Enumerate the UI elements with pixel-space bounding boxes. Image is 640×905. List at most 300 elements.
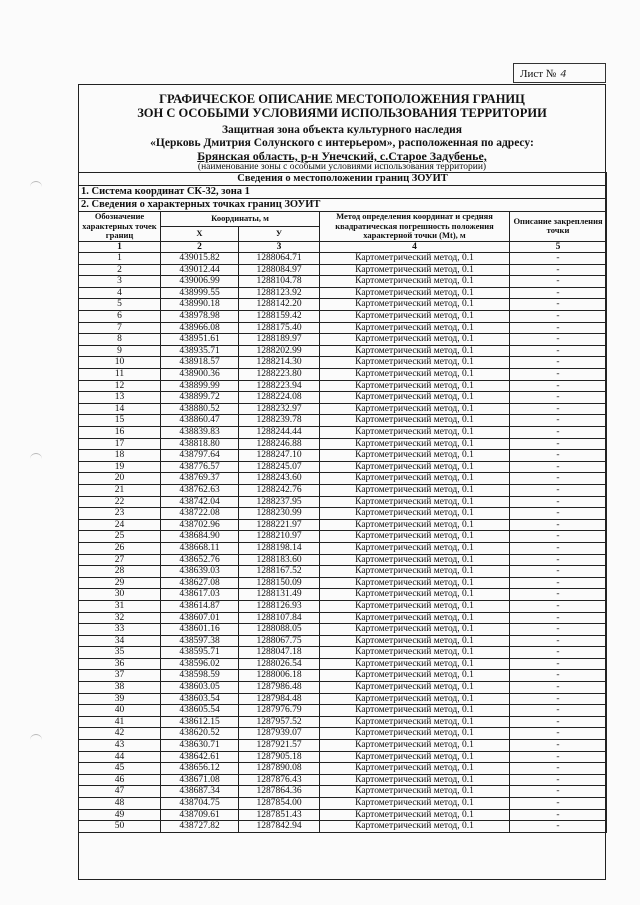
y-coordinate-cell: 1288064.71 xyxy=(239,253,320,265)
x-coordinate-cell: 439012.44 xyxy=(161,264,239,276)
point-number-cell: 29 xyxy=(79,577,161,589)
x-coordinate-cell: 438687.34 xyxy=(161,786,239,798)
section-info: Сведения о местоположении границ ЗОУИТ xyxy=(79,173,607,186)
section-points: 2. Сведения о характерных точках границ ЗОУИТ xyxy=(79,199,607,212)
x-coordinate-cell: 438951.61 xyxy=(161,334,239,346)
x-coordinate-cell: 438642.61 xyxy=(161,751,239,763)
point-number-cell: 1 xyxy=(79,253,161,265)
method-cell: Картометрический метод, 0.1 xyxy=(320,450,510,462)
fixing-description-cell: - xyxy=(510,728,607,740)
y-coordinate-cell: 1288224.08 xyxy=(239,392,320,404)
point-number-cell: 28 xyxy=(79,566,161,578)
method-cell: Картометрический метод, 0.1 xyxy=(320,635,510,647)
table-row xyxy=(79,287,607,299)
table-row xyxy=(79,774,607,786)
table-row xyxy=(79,554,607,566)
table-row xyxy=(79,311,607,323)
method-cell: Картометрический метод, 0.1 xyxy=(320,311,510,323)
table-row xyxy=(79,357,607,369)
table-row xyxy=(79,577,607,589)
y-coordinate-cell: 1288247.10 xyxy=(239,450,320,462)
fixing-description-cell: - xyxy=(510,508,607,520)
fixing-description-cell: - xyxy=(510,798,607,810)
point-number-cell: 47 xyxy=(79,786,161,798)
y-coordinate-cell: 1287986.48 xyxy=(239,682,320,694)
x-coordinate-cell: 438620.52 xyxy=(161,728,239,740)
y-coordinate-cell: 1287984.48 xyxy=(239,693,320,705)
y-coordinate-cell: 1288107.84 xyxy=(239,612,320,624)
y-coordinate-cell: 1288223.94 xyxy=(239,380,320,392)
point-number-cell: 21 xyxy=(79,484,161,496)
table-row xyxy=(79,624,607,636)
table-row xyxy=(79,380,607,392)
punch-hole-mark xyxy=(30,181,42,190)
point-number-cell: 2 xyxy=(79,264,161,276)
method-cell: Картометрический метод, 0.1 xyxy=(320,600,510,612)
y-coordinate-cell: 1287890.08 xyxy=(239,763,320,775)
point-number-cell: 14 xyxy=(79,403,161,415)
method-cell: Картометрический метод, 0.1 xyxy=(320,357,510,369)
point-number-cell: 33 xyxy=(79,624,161,636)
fixing-description-cell: - xyxy=(510,276,607,288)
fixing-description-cell: - xyxy=(510,786,607,798)
y-coordinate-cell: 1287939.07 xyxy=(239,728,320,740)
table-row xyxy=(79,299,607,311)
table-row xyxy=(79,763,607,775)
y-coordinate-cell: 1287905.18 xyxy=(239,751,320,763)
y-coordinate-cell: 1288142.20 xyxy=(239,299,320,311)
table-row xyxy=(79,647,607,659)
fixing-description-cell: - xyxy=(510,542,607,554)
point-number-cell: 11 xyxy=(79,369,161,381)
point-number-cell: 20 xyxy=(79,473,161,485)
table-row xyxy=(79,461,607,473)
method-cell: Картометрический метод, 0.1 xyxy=(320,322,510,334)
method-cell: Картометрический метод, 0.1 xyxy=(320,508,510,520)
table-row xyxy=(79,427,607,439)
point-number-cell: 42 xyxy=(79,728,161,740)
fixing-description-cell: - xyxy=(510,473,607,485)
y-coordinate-cell: 1288131.49 xyxy=(239,589,320,601)
y-coordinate-cell: 1288198.14 xyxy=(239,542,320,554)
table-row xyxy=(79,438,607,450)
fixing-description-cell: - xyxy=(510,380,607,392)
doc-title xyxy=(78,92,606,107)
table-row xyxy=(79,473,607,485)
y-coordinate-cell: 1288244.44 xyxy=(239,427,320,439)
column-number: 5 xyxy=(510,241,607,253)
y-coordinate-cell: 1287851.43 xyxy=(239,809,320,821)
fixing-description-cell: - xyxy=(510,415,607,427)
method-cell: Картометрический метод, 0.1 xyxy=(320,740,510,752)
method-cell: Картометрический метод, 0.1 xyxy=(320,415,510,427)
y-coordinate-cell: 1288067.75 xyxy=(239,635,320,647)
method-cell: Картометрический метод, 0.1 xyxy=(320,809,510,821)
x-coordinate-cell: 438935.71 xyxy=(161,345,239,357)
point-number-cell: 41 xyxy=(79,716,161,728)
x-coordinate-cell: 438603.05 xyxy=(161,682,239,694)
fixing-description-cell: - xyxy=(510,496,607,508)
table-row xyxy=(79,635,607,647)
x-coordinate-cell: 438627.08 xyxy=(161,577,239,589)
point-number-cell: 36 xyxy=(79,658,161,670)
x-coordinate-cell: 438860.47 xyxy=(161,415,239,427)
point-number-cell: 17 xyxy=(79,438,161,450)
point-number-cell: 13 xyxy=(79,392,161,404)
point-number-cell: 18 xyxy=(79,450,161,462)
fixing-description-cell: - xyxy=(510,693,607,705)
table-row xyxy=(79,369,607,381)
x-coordinate-cell: 438601.16 xyxy=(161,624,239,636)
point-number-cell: 10 xyxy=(79,357,161,369)
fixing-description-cell: - xyxy=(510,589,607,601)
fixing-description-cell: - xyxy=(510,311,607,323)
y-coordinate-cell: 1288123.92 xyxy=(239,287,320,299)
y-coordinate-cell: 1288214.30 xyxy=(239,357,320,369)
sheet-label: Лист № xyxy=(520,68,557,80)
x-coordinate-cell: 438671.08 xyxy=(161,774,239,786)
table-row xyxy=(79,542,607,554)
method-cell: Картометрический метод, 0.1 xyxy=(320,287,510,299)
table-row xyxy=(79,264,607,276)
method-cell: Картометрический метод, 0.1 xyxy=(320,682,510,694)
y-coordinate-cell: 1287854.00 xyxy=(239,798,320,810)
x-coordinate-cell: 438607.01 xyxy=(161,612,239,624)
point-number-cell: 9 xyxy=(79,345,161,357)
x-coordinate-cell: 438722.08 xyxy=(161,508,239,520)
method-cell: Картометрический метод, 0.1 xyxy=(320,821,510,833)
table-row xyxy=(79,415,607,427)
x-coordinate-cell: 438818.80 xyxy=(161,438,239,450)
y-coordinate-cell: 1287921.57 xyxy=(239,740,320,752)
fixing-description-cell: - xyxy=(510,635,607,647)
fixing-description-cell: - xyxy=(510,345,607,357)
fixing-description-cell: - xyxy=(510,264,607,276)
table-row xyxy=(79,716,607,728)
y-coordinate-cell: 1288245.07 xyxy=(239,461,320,473)
fixing-description-cell: - xyxy=(510,577,607,589)
header-y: У xyxy=(239,226,320,241)
fixing-description-cell: - xyxy=(510,658,607,670)
x-coordinate-cell: 438614.87 xyxy=(161,600,239,612)
point-number-cell: 24 xyxy=(79,519,161,531)
x-coordinate-cell: 439015.82 xyxy=(161,253,239,265)
method-cell: Картометрический метод, 0.1 xyxy=(320,705,510,717)
x-coordinate-cell: 438605.54 xyxy=(161,705,239,717)
x-coordinate-cell: 438990.18 xyxy=(161,299,239,311)
table-row xyxy=(79,322,607,334)
method-cell: Картометрический метод, 0.1 xyxy=(320,253,510,265)
point-number-cell: 49 xyxy=(79,809,161,821)
method-cell: Картометрический метод, 0.1 xyxy=(320,658,510,670)
punch-hole-mark xyxy=(30,453,42,462)
x-coordinate-cell: 438597.38 xyxy=(161,635,239,647)
y-coordinate-cell: 1288210.97 xyxy=(239,531,320,543)
x-coordinate-cell: 438652.76 xyxy=(161,554,239,566)
table-row xyxy=(79,519,607,531)
x-coordinate-cell: 438603.54 xyxy=(161,693,239,705)
sheet-number: 4 xyxy=(560,69,567,80)
point-number-cell: 48 xyxy=(79,798,161,810)
table-row xyxy=(79,658,607,670)
x-coordinate-cell: 438918.57 xyxy=(161,357,239,369)
method-cell: Картометрический метод, 0.1 xyxy=(320,542,510,554)
table-body xyxy=(79,253,607,833)
title-caption: (наименование зоны с особыми условиями использования территории) xyxy=(197,162,487,172)
fixing-description-cell: - xyxy=(510,450,607,462)
header-point: Обозначение характерных точек границ xyxy=(79,212,161,242)
y-coordinate-cell: 1288183.60 xyxy=(239,554,320,566)
method-cell: Картометрический метод, 0.1 xyxy=(320,380,510,392)
y-coordinate-cell: 1288221.97 xyxy=(239,519,320,531)
y-coordinate-cell: 1288126.93 xyxy=(239,600,320,612)
point-number-cell: 15 xyxy=(79,415,161,427)
x-coordinate-cell: 438596.02 xyxy=(161,658,239,670)
method-cell: Картометрический метод, 0.1 xyxy=(320,589,510,601)
y-coordinate-cell: 1287864.36 xyxy=(239,786,320,798)
y-coordinate-cell: 1288026.54 xyxy=(239,658,320,670)
fixing-description-cell: - xyxy=(510,774,607,786)
method-cell: Картометрический метод, 0.1 xyxy=(320,798,510,810)
x-coordinate-cell: 438978.98 xyxy=(161,311,239,323)
column-number: 3 xyxy=(239,241,320,253)
method-cell: Картометрический метод, 0.1 xyxy=(320,276,510,288)
y-coordinate-cell: 1287842.94 xyxy=(239,821,320,833)
method-cell: Картометрический метод, 0.1 xyxy=(320,716,510,728)
fixing-description-cell: - xyxy=(510,334,607,346)
table-row xyxy=(79,600,607,612)
table-row xyxy=(79,670,607,682)
y-coordinate-cell: 1288088.05 xyxy=(239,624,320,636)
x-coordinate-cell: 438704.75 xyxy=(161,798,239,810)
point-number-cell: 38 xyxy=(79,682,161,694)
x-coordinate-cell: 438839.83 xyxy=(161,427,239,439)
table-row xyxy=(79,531,607,543)
fixing-description-cell: - xyxy=(510,751,607,763)
point-number-cell: 43 xyxy=(79,740,161,752)
x-coordinate-cell: 438656.12 xyxy=(161,763,239,775)
table-row xyxy=(79,809,607,821)
x-coordinate-cell: 438595.71 xyxy=(161,647,239,659)
method-cell: Картометрический метод, 0.1 xyxy=(320,438,510,450)
y-coordinate-cell: 1288223.80 xyxy=(239,369,320,381)
y-coordinate-cell: 1288150.09 xyxy=(239,577,320,589)
y-coordinate-cell: 1288239.78 xyxy=(239,415,320,427)
y-coordinate-cell: 1288047.18 xyxy=(239,647,320,659)
y-coordinate-cell: 1288006.18 xyxy=(239,670,320,682)
fixing-description-cell: - xyxy=(510,484,607,496)
y-coordinate-cell: 1288104.78 xyxy=(239,276,320,288)
y-coordinate-cell: 1288189.97 xyxy=(239,334,320,346)
table-row xyxy=(79,392,607,404)
point-number-cell: 46 xyxy=(79,774,161,786)
point-number-cell: 25 xyxy=(79,531,161,543)
y-coordinate-cell: 1288167.52 xyxy=(239,566,320,578)
point-number-cell: 35 xyxy=(79,647,161,659)
table-row xyxy=(79,821,607,833)
method-cell: Картометрический метод, 0.1 xyxy=(320,369,510,381)
fixing-description-cell: - xyxy=(510,427,607,439)
method-cell: Картометрический метод, 0.1 xyxy=(320,624,510,636)
y-coordinate-cell: 1287876.43 xyxy=(239,774,320,786)
table-row xyxy=(79,345,607,357)
fixing-description-cell: - xyxy=(510,287,607,299)
point-number-cell: 7 xyxy=(79,322,161,334)
punch-hole-mark xyxy=(30,734,42,743)
method-cell: Картометрический метод, 0.1 xyxy=(320,264,510,276)
table-row xyxy=(79,566,607,578)
method-cell: Картометрический метод, 0.1 xyxy=(320,566,510,578)
x-coordinate-cell: 438598.59 xyxy=(161,670,239,682)
table-row xyxy=(79,786,607,798)
x-coordinate-cell: 438776.57 xyxy=(161,461,239,473)
point-number-cell: 45 xyxy=(79,763,161,775)
method-cell: Картометрический метод, 0.1 xyxy=(320,612,510,624)
method-cell: Картометрический метод, 0.1 xyxy=(320,554,510,566)
method-cell: Картометрический метод, 0.1 xyxy=(320,647,510,659)
point-number-cell: 8 xyxy=(79,334,161,346)
header-method: Метод определения координат и средняя квадратическая погрешность положения характерной точки (Mt), м xyxy=(320,212,510,242)
fixing-description-cell: - xyxy=(510,612,607,624)
y-coordinate-cell: 1288242.76 xyxy=(239,484,320,496)
title-address: Брянская область, р-н Унечский, с.Старое Задубенье, xyxy=(197,149,487,163)
fixing-description-cell: - xyxy=(510,682,607,694)
table-row xyxy=(79,484,607,496)
y-coordinate-cell: 1288202.99 xyxy=(239,345,320,357)
x-coordinate-cell: 439006.99 xyxy=(161,276,239,288)
point-number-cell: 30 xyxy=(79,589,161,601)
y-coordinate-cell: 1288084.97 xyxy=(239,264,320,276)
point-number-cell: 32 xyxy=(79,612,161,624)
method-cell: Картометрический метод, 0.1 xyxy=(320,461,510,473)
point-number-cell: 12 xyxy=(79,380,161,392)
x-coordinate-cell: 438899.72 xyxy=(161,392,239,404)
fixing-description-cell: - xyxy=(510,600,607,612)
y-coordinate-cell: 1287976.79 xyxy=(239,705,320,717)
coordinates-table xyxy=(78,172,607,833)
point-number-cell: 23 xyxy=(79,508,161,520)
x-coordinate-cell: 438899.99 xyxy=(161,380,239,392)
point-number-cell: 40 xyxy=(79,705,161,717)
point-number-cell: 50 xyxy=(79,821,161,833)
x-coordinate-cell: 438727.82 xyxy=(161,821,239,833)
fixing-description-cell: - xyxy=(510,670,607,682)
x-coordinate-cell: 438999.55 xyxy=(161,287,239,299)
point-number-cell: 31 xyxy=(79,600,161,612)
table-row xyxy=(79,682,607,694)
fixing-description-cell: - xyxy=(510,403,607,415)
method-cell: Картометрический метод, 0.1 xyxy=(320,473,510,485)
fixing-description-cell: - xyxy=(510,716,607,728)
title-line-1: ГРАФИЧЕСКОЕ ОПИСАНИЕ МЕСТОПОЛОЖЕНИЯ ГРАНИЦ xyxy=(159,92,525,106)
fixing-description-cell: - xyxy=(510,763,607,775)
fixing-description-cell: - xyxy=(510,461,607,473)
x-coordinate-cell: 438797.64 xyxy=(161,450,239,462)
method-cell: Картометрический метод, 0.1 xyxy=(320,693,510,705)
method-cell: Картометрический метод, 0.1 xyxy=(320,751,510,763)
column-number: 4 xyxy=(320,241,510,253)
method-cell: Картометрический метод, 0.1 xyxy=(320,519,510,531)
y-coordinate-cell: 1288232.97 xyxy=(239,403,320,415)
title-line-4: «Церковь Дмитрия Солунского с интерьером», расположенная по адресу: xyxy=(150,137,534,149)
point-number-cell: 6 xyxy=(79,311,161,323)
sheet-number-box xyxy=(513,63,606,83)
method-cell: Картометрический метод, 0.1 xyxy=(320,531,510,543)
fixing-description-cell: - xyxy=(510,821,607,833)
x-coordinate-cell: 438966.08 xyxy=(161,322,239,334)
table-row xyxy=(79,276,607,288)
point-number-cell: 26 xyxy=(79,542,161,554)
x-coordinate-cell: 438762.63 xyxy=(161,484,239,496)
header-coords: Координаты, м xyxy=(161,212,320,227)
column-number: 1 xyxy=(79,241,161,253)
point-number-cell: 34 xyxy=(79,635,161,647)
table-row xyxy=(79,253,607,265)
fixing-description-cell: - xyxy=(510,809,607,821)
table-row xyxy=(79,334,607,346)
y-coordinate-cell: 1288243.60 xyxy=(239,473,320,485)
method-cell: Картометрический метод, 0.1 xyxy=(320,392,510,404)
method-cell: Картометрический метод, 0.1 xyxy=(320,774,510,786)
fixing-description-cell: - xyxy=(510,740,607,752)
table-row xyxy=(79,740,607,752)
method-cell: Картометрический метод, 0.1 xyxy=(320,670,510,682)
y-coordinate-cell: 1288246.88 xyxy=(239,438,320,450)
method-cell: Картометрический метод, 0.1 xyxy=(320,299,510,311)
method-cell: Картометрический метод, 0.1 xyxy=(320,786,510,798)
header-description: Описание закрепления точки xyxy=(510,212,607,242)
fixing-description-cell: - xyxy=(510,531,607,543)
point-number-cell: 27 xyxy=(79,554,161,566)
fixing-description-cell: - xyxy=(510,624,607,636)
fixing-description-cell: - xyxy=(510,369,607,381)
method-cell: Картометрический метод, 0.1 xyxy=(320,484,510,496)
x-coordinate-cell: 438702.96 xyxy=(161,519,239,531)
x-coordinate-cell: 438639.03 xyxy=(161,566,239,578)
x-coordinate-cell: 438900.36 xyxy=(161,369,239,381)
table-row xyxy=(79,798,607,810)
table-row xyxy=(79,496,607,508)
y-coordinate-cell: 1288237.95 xyxy=(239,496,320,508)
fixing-description-cell: - xyxy=(510,357,607,369)
method-cell: Картометрический метод, 0.1 xyxy=(320,345,510,357)
method-cell: Картометрический метод, 0.1 xyxy=(320,403,510,415)
y-coordinate-cell: 1288230.99 xyxy=(239,508,320,520)
table-row xyxy=(79,728,607,740)
point-number-cell: 22 xyxy=(79,496,161,508)
point-number-cell: 4 xyxy=(79,287,161,299)
method-cell: Картометрический метод, 0.1 xyxy=(320,763,510,775)
point-number-cell: 3 xyxy=(79,276,161,288)
x-coordinate-cell: 438880.52 xyxy=(161,403,239,415)
x-coordinate-cell: 438630.71 xyxy=(161,740,239,752)
method-cell: Картометрический метод, 0.1 xyxy=(320,427,510,439)
table-row xyxy=(79,508,607,520)
table-row xyxy=(79,450,607,462)
x-coordinate-cell: 438769.37 xyxy=(161,473,239,485)
table-row xyxy=(79,612,607,624)
fixing-description-cell: - xyxy=(510,705,607,717)
column-number: 2 xyxy=(161,241,239,253)
fixing-description-cell: - xyxy=(510,554,607,566)
header-x: X xyxy=(161,226,239,241)
y-coordinate-cell: 1287957.52 xyxy=(239,716,320,728)
table-row xyxy=(79,403,607,415)
method-cell: Картометрический метод, 0.1 xyxy=(320,577,510,589)
section-coordinate-system: 1. Система координат СК-32, зона 1 xyxy=(79,186,607,199)
table-row xyxy=(79,751,607,763)
fixing-description-cell: - xyxy=(510,438,607,450)
